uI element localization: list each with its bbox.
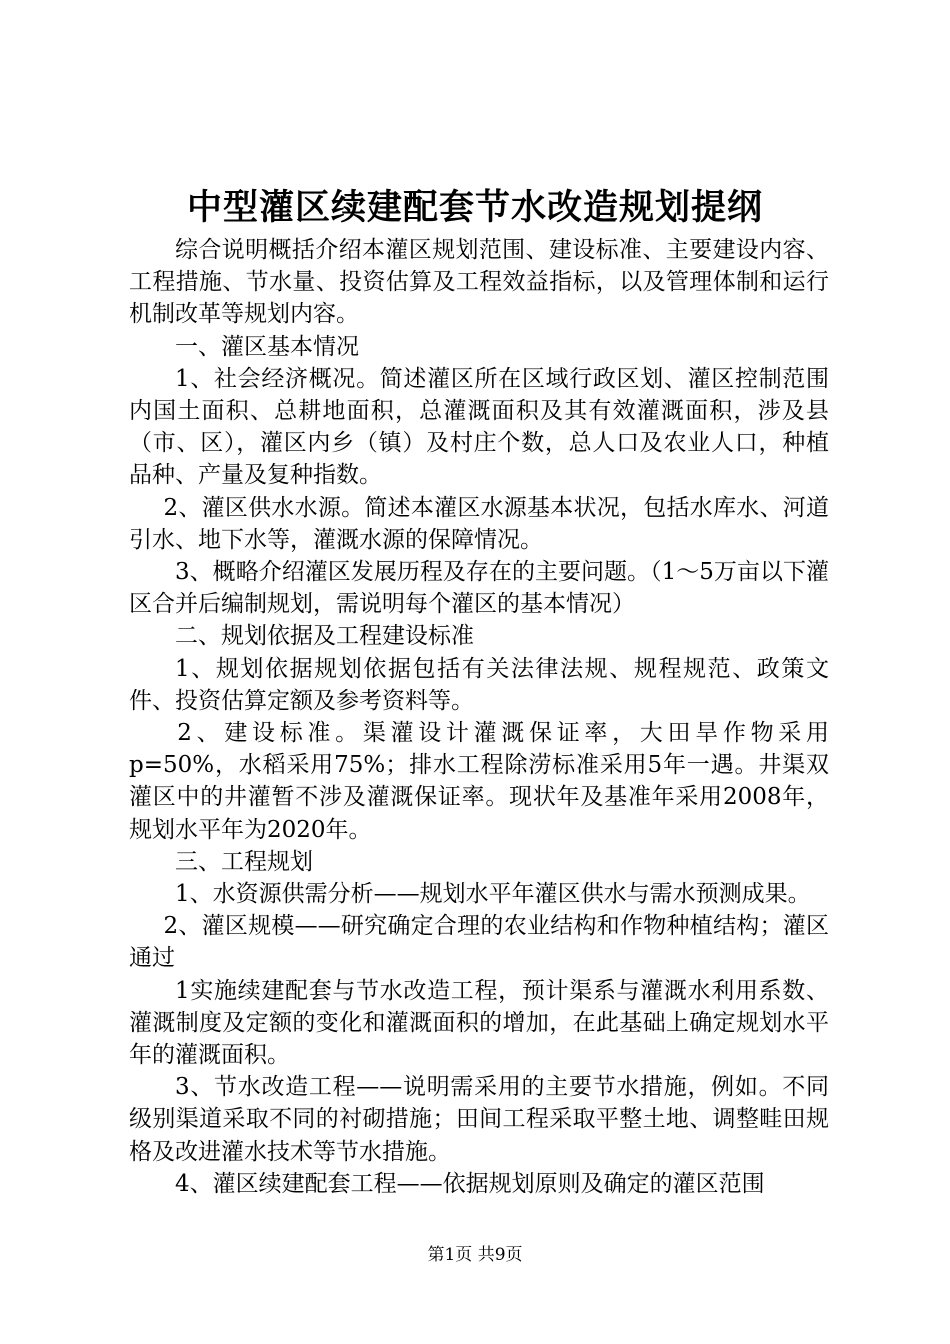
paragraph-summary: 综合说明概括介绍本灌区规划范围、建设标准、主要建设内容、工程措施、节水量、投资估算及工程效益指标，以及管理体制和运行机制改革等规划内容。 (129, 237, 829, 328)
section-heading-1: 一、灌区基本情况 (175, 333, 359, 360)
paragraph: 1、规划依据规划依据包括有关法律法规、规程规范、政策文件、投资估算定额及参考资料等。 (129, 655, 829, 714)
paragraph: 1、社会经济概况。简述灌区所在区域行政区划、灌区控制范围内国土面积、总耕地面积，总灌溉面积及其有效灌溉面积，涉及县（市、区），灌区内乡（镇）及村庄个数，总人口及农业人口，种植品种、产量及复种指数。 (129, 365, 829, 489)
paragraph: 1实施续建配套与节水改造工程，预计渠系与灌溉水利用系数、灌溉制度及定额的变化和灌溉面积的增加，在此基础上确定规划水平年的灌溉面积。 (129, 977, 829, 1069)
section-heading-2: 二、规划依据及工程建设标准 (175, 623, 474, 650)
section-heading-3: 三、工程规划 (175, 848, 313, 875)
paragraph: 3、节水改造工程——说明需采用的主要节水措施，例如。不同级别渠道采取不同的衬砌措施；田间工程采取平整土地、调整畦田规格及改进灌水技术等节水措施。 (129, 1074, 829, 1165)
paragraph: 1、水资源供需分析——规划水平年灌区供水与需水预测成果。 (175, 881, 811, 908)
page-footer: 第1页 共9页 (427, 1245, 523, 1265)
paragraph: 2、灌区规模——研究确定合理的农业结构和作物种植结构；灌区通过 (129, 913, 829, 972)
document-body (129, 234, 829, 1200)
paragraph: 2、建设标准。渠灌设计灌溉保证率，大田旱作物采用p=50%，水稻采用75%；排水工程除涝标准采用5年一遇。井渠双灌区中的井灌暂不涉及灌溉保证率。现状年及基准年采用2008年，规划水平年为2020年。 (129, 720, 829, 843)
paragraph: 2、灌区供水水源。简述本灌区水源基本状况，包括水库水、河道引水、地下水等，灌溉水源的保障情况。 (129, 494, 829, 553)
paragraph: 3、概略介绍灌区发展历程及存在的主要问题。（1～5万亩以下灌区合并后编制规划，需说明每个灌区的基本情况） (129, 559, 829, 618)
document-title: 中型灌区续建配套节水改造规划提纲 (186, 187, 763, 228)
paragraph: 4、灌区续建配套工程——依据规划原则及确定的灌区范围 (175, 1170, 765, 1197)
